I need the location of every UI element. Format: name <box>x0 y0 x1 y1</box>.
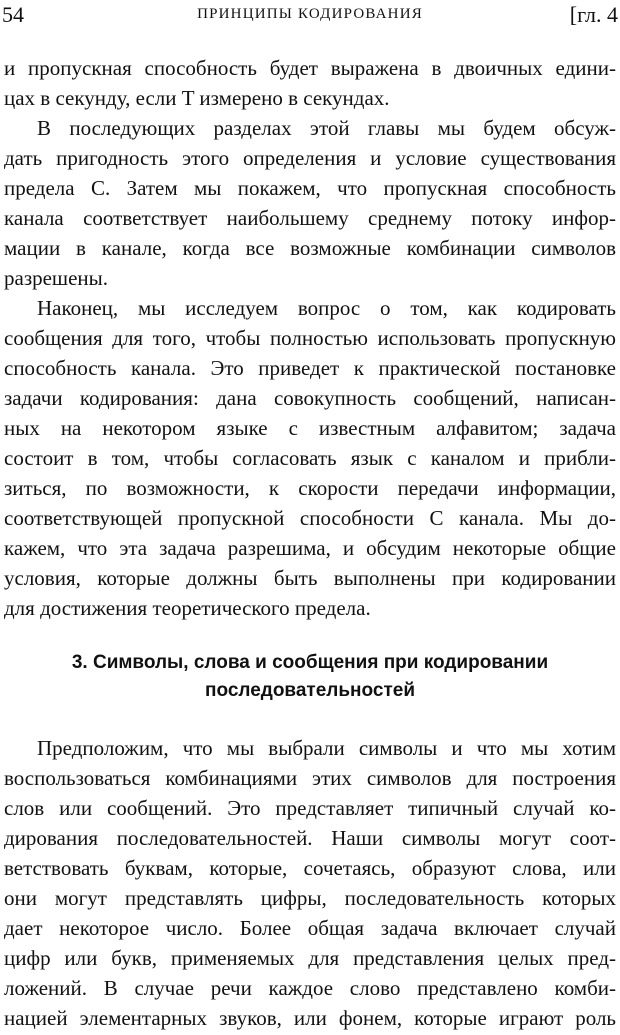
text-line: состоит в том, чтобы согласовать язык с каналом и прибли- <box>4 446 616 470</box>
text-line: воспользоваться комбинациями этих символов для построения <box>4 766 616 790</box>
text-line: способность канала. Это приведет к практической постановке <box>4 356 616 380</box>
text-line: Наконец, мы исследуем вопрос о том, как кодировать <box>37 296 616 320</box>
text-line: разрешены. <box>4 266 109 290</box>
text-line: ложений. В случае речи каждое слово представлено комби- <box>4 976 616 1000</box>
text-line: для достижения теоретического предела. <box>4 596 371 620</box>
page-number: 54 <box>2 2 24 27</box>
text-line: условия, которые должны быть выполнены при кодировании <box>4 566 616 590</box>
text-line: предела C. Затем мы покажем, что пропускная способность <box>4 176 616 200</box>
text-line: дает некоторое число. Более общая задача включает случай <box>4 916 616 940</box>
section-heading-line: 3. Символы, слова и сообщения при кодировании <box>71 652 549 673</box>
text-line: мации в канале, когда все возможные комбинации символов <box>4 236 616 260</box>
text-line: соответствующей пропускной способности C канала. Мы до- <box>4 506 616 530</box>
text-line: они могут представлять цифры, последовательность которых <box>4 886 616 910</box>
chapter-reference: [гл. 4 <box>569 2 618 27</box>
text-line: ветствовать буквам, которые, сочетаясь, образуют слова, или <box>4 856 616 880</box>
text-line: дирования последовательностей. Наши символы могут соот- <box>4 826 616 850</box>
text-line: кажем, что эта задача разрешима, и обсудим некоторые общие <box>4 536 616 560</box>
text-line: зиться, по возможности, к скорости передачи информации, <box>4 476 616 500</box>
page-header <box>2 2 618 32</box>
text-line: слов или сообщений. Это представляет типичный случай ко- <box>4 796 616 820</box>
text-line: Предположим, что мы выбрали символы и что мы хотим <box>37 736 616 760</box>
section-heading-line: последовательностей <box>204 680 416 701</box>
running-title: ПРИНЦИПЫ КОДИРОВАНИЯ <box>197 6 423 22</box>
text-line: канала соответствует наибольшему среднему потоку инфор- <box>4 206 616 230</box>
text-line: В последующих разделах этой главы мы будем обсуж- <box>37 116 616 140</box>
text-line: дать пригодность этого определения и условие существования <box>4 146 616 170</box>
text-line: и пропускная способность будет выражена в двоичных едини- <box>4 56 616 80</box>
text-line: ных на некотором языке с известным алфавитом; задача <box>4 416 616 440</box>
text-line: задачи кодирования: дана совокупность сообщений, написан- <box>4 386 616 410</box>
text-line: нацией элементарных звуков, или фонем, которые играют роль <box>4 1006 616 1030</box>
text-line: цифр или букв, применяемых для представления целых пред- <box>4 946 616 970</box>
text-line: сообщения для того, чтобы полностью использовать пропускную <box>4 326 616 350</box>
text-line: цах в секунду, если T измерено в секундах. <box>4 86 390 110</box>
